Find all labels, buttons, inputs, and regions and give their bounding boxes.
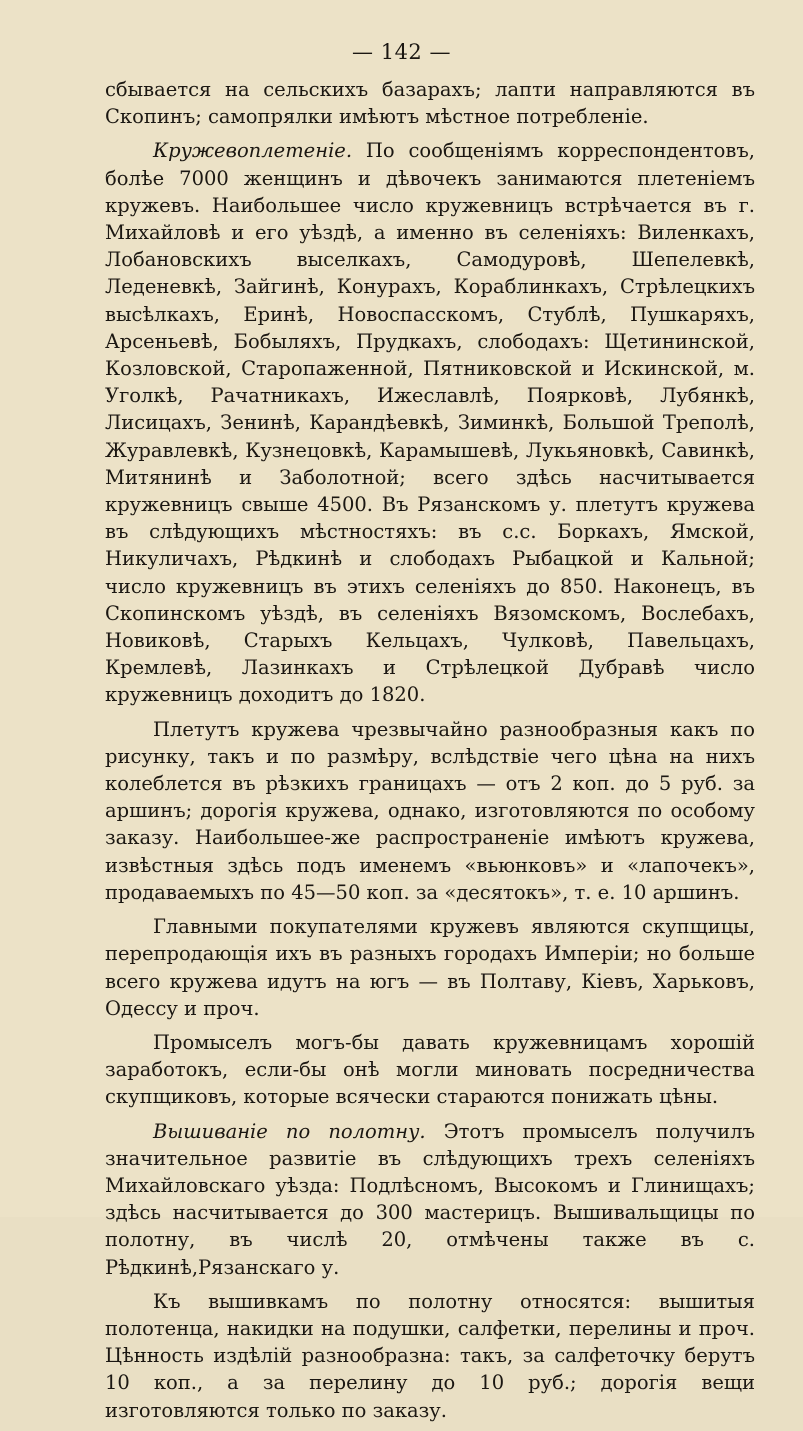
paragraph-4 [105,913,755,1022]
paragraph-3-text: Плетутъ кружева чрезвычайно разнообразныя какъ по рисунку, такъ и по размѣру, вслѣдствіе чего цѣна на нихъ колеблется въ рѣзкихъ границахъ — отъ 2 коп. до 5 руб. за аршинъ; дорогія кружева, однако, изготовляются по особому заказу. Наибольшее-же распространеніе имѣютъ кружева, извѣстныя здѣсь подъ именемъ «вьюнковъ» и «лапочекъ», продаваемыхъ по 45—50 коп. за «десятокъ», т. е. 10 аршинъ. [105,717,755,904]
paragraph-7-text: Къ вышивкамъ по полотну относятся: вышитыя полотенца, накидки на подушки, салфетки, перелины и проч. Цѣнность издѣлій разнообразна: такъ, за салфеточку берутъ 10 коп., а за перелину до 10 руб.; дорогія вещи изготовляются только по заказу. [105,1289,755,1422]
section-heading-lace: Кружевоплетеніе. [153,139,353,163]
paragraph-1-text: сбывается на сельскихъ базарахъ; лапти направляются въ Скопинъ; самопрялки имѣютъ мѣстное потребленіе. [105,78,755,129]
paragraph-1 [105,76,755,130]
paragraph-2-text: По сообщеніямъ корреспондентовъ, болѣе 7000 женщинъ и дѣвочекъ занимаются плетеніемъ кружевъ. Наибольшее число кружевницъ встрѣчается въ г. Михайловѣ и его уѣздѣ, а именно въ селеніяхъ: Виленкахъ, Лобановскихъ выселкахъ, Самодуровѣ, Шепелевкѣ, Леденевкѣ, Зайгинѣ, Конурахъ, Кораблинкахъ, Стрѣлецкихъ высѣлкахъ, Еринѣ, Новоспасскомъ, Стублѣ, Пушкаряхъ, Арсеньевѣ, Бобыляхъ, Прудкахъ, слободахъ: Щетининской, Козловской, Старопаженной, Пятниковской и Искинской, м. Уголкѣ, Рачатникахъ, Ижеславлѣ, Поярковѣ, Лубянкѣ, Лисицахъ, Зенинѣ, Карандѣевкѣ, Зиминкѣ, Большой Треполѣ, Журавлевкѣ, Кузнецовкѣ, Карамышевѣ, Лукьяновкѣ, Савинкѣ, Митянинѣ и Заболотной; всего здѣсь насчитывается кружевницъ свыше 4500. Въ Рязанскомъ у. плетутъ кружева въ слѣдующихъ мѣстностяхъ: въ с.с. Боркахъ, Ямской, Никуличахъ, Рѣдкинѣ и слободахъ Рыбацкой и Кальной; число кружевницъ въ этихъ селеніяхъ до 850. Наконецъ, въ Скопинскомъ уѣздѣ, въ селеніяхъ Вязомскомъ, Вослебахъ, Новиковѣ, Старыхъ Кельцахъ, Чулковѣ, Павельцахъ, Кремлевѣ, Лазинкахъ и Стрѣлецкой Дубравѣ число кружевницъ доходитъ до 1820. [105,139,755,707]
paragraph-6-text: Этотъ промыселъ получилъ значительное развитіе въ слѣдующихъ трехъ селеніяхъ Михайловскаго уѣзда: Подлѣсномъ, Высокомъ и Глинищахъ; здѣсь насчитывается до 300 мастерицъ. Вышивальщицы по полотну, въ числѣ 20, отмѣчены также въ с. Рѣдкинѣ,Рязанскаго у. [105,1119,755,1279]
body-text [105,76,755,1431]
paragraph-5 [105,1029,755,1111]
paragraph-6 [105,1118,755,1281]
paragraph-4-text: Главными покупателями кружевъ являются скупщицы, перепродающія ихъ въ разныхъ городахъ Имперіи; но больше всего кружева идутъ на югъ — въ Полтаву, Кіевъ, Харьковъ, Одессу и проч. [105,915,755,1020]
paragraph-2 [105,137,755,708]
section-heading-embroidery: Вышиваніе по полотну. [153,1119,426,1143]
paragraph-7 [105,1288,755,1424]
paragraph-3 [105,716,755,906]
paragraph-5-text: Промыселъ могъ-бы давать кружевницамъ хорошій заработокъ, если-бы онѣ могли миновать посредничества скупщиковъ, которые всячески стараются понижать цѣны. [105,1030,755,1109]
page-number: — 142 — [352,40,451,64]
